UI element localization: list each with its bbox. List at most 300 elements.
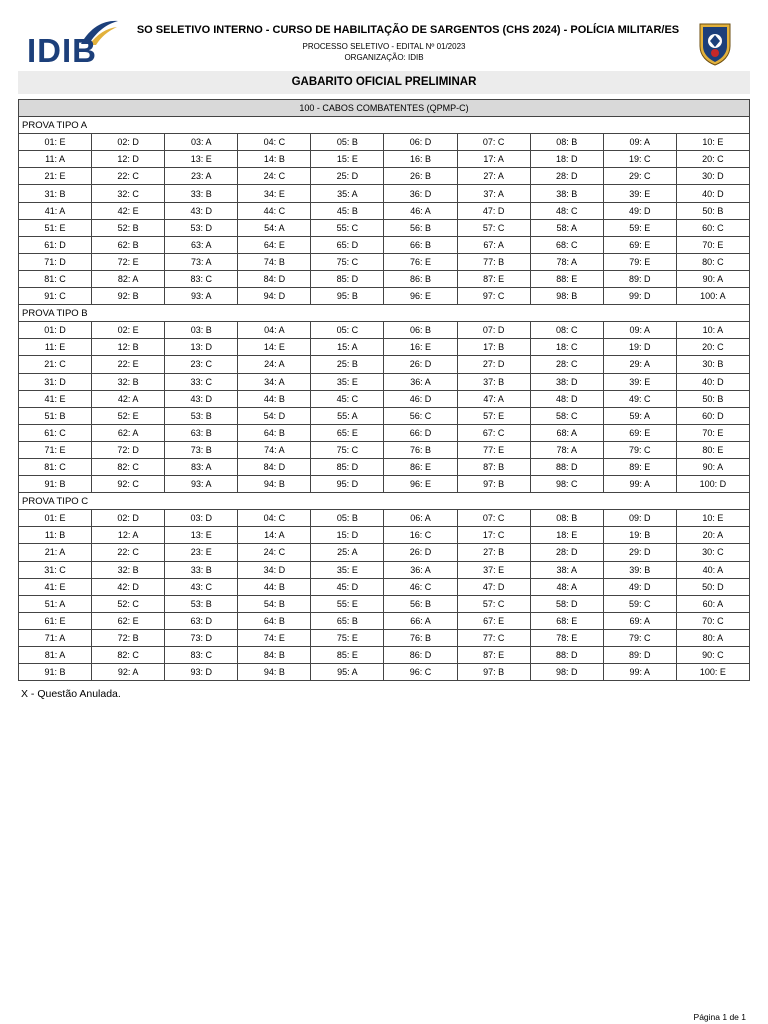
answer-cell: 84: D [238, 270, 311, 287]
answer-cell: 18: C [530, 339, 603, 356]
answer-cell: 33: B [165, 185, 238, 202]
answer-cell: 54: B [238, 595, 311, 612]
answer-cell: 06: D [384, 134, 457, 151]
answer-cell: 96: E [384, 288, 457, 305]
answer-cell: 03: D [165, 510, 238, 527]
answer-cell: 29: C [603, 168, 676, 185]
answer-cell: 67: E [457, 612, 530, 629]
organization-subtitle: ORGANIZAÇÃO: IDIB [344, 53, 424, 62]
answer-cell: 19: C [603, 151, 676, 168]
answer-cell: 22: C [92, 544, 165, 561]
answer-cell: 09: D [603, 510, 676, 527]
answer-cell: 34: E [238, 185, 311, 202]
answer-cell: 04: C [238, 134, 311, 151]
answer-cell: 85: D [311, 458, 384, 475]
answer-cell: 60: A [676, 595, 749, 612]
answer-cell: 72: D [92, 441, 165, 458]
answer-cell: 42: A [92, 390, 165, 407]
answer-cell: 02: E [92, 322, 165, 339]
section-label: PROVA TIPO B [19, 305, 750, 322]
answer-row [19, 270, 750, 287]
answer-cell: 49: D [603, 202, 676, 219]
answer-cell: 17: C [457, 527, 530, 544]
answer-row [19, 236, 750, 253]
answer-cell: 27: B [457, 544, 530, 561]
answer-cell: 46: A [384, 202, 457, 219]
answer-cell: 68: C [530, 236, 603, 253]
answer-cell: 13: E [165, 151, 238, 168]
answer-cell: 77: E [457, 441, 530, 458]
answer-cell: 70: E [676, 424, 749, 441]
answer-cell: 81: C [19, 458, 92, 475]
answer-cell: 97: B [457, 664, 530, 681]
answer-cell: 57: E [457, 407, 530, 424]
answer-cell: 17: B [457, 339, 530, 356]
answer-cell: 28: C [530, 356, 603, 373]
page-number: Página 1 de 1 [693, 1012, 746, 1022]
answer-cell: 59: C [603, 595, 676, 612]
answer-cell: 87: B [457, 458, 530, 475]
answer-cell: 53: B [165, 407, 238, 424]
answer-cell: 20: C [676, 339, 749, 356]
answer-cell: 23: C [165, 356, 238, 373]
answer-cell: 90: A [676, 458, 749, 475]
answer-cell: 90: C [676, 647, 749, 664]
answer-cell: 65: B [311, 612, 384, 629]
answer-cell: 37: A [457, 185, 530, 202]
answer-row [19, 168, 750, 185]
answer-cell: 11: B [19, 527, 92, 544]
answer-cell: 05: B [311, 134, 384, 151]
answer-cell: 75: C [311, 441, 384, 458]
answer-cell: 66: B [384, 236, 457, 253]
answer-cell: 11: E [19, 339, 92, 356]
answer-cell: 44: B [238, 390, 311, 407]
section-header-row [19, 117, 750, 134]
answer-cell: 64: B [238, 424, 311, 441]
answer-cell: 76: B [384, 441, 457, 458]
answer-cell: 100: A [676, 288, 749, 305]
answer-key-banner: GABARITO OFICIAL PRELIMINAR [18, 71, 750, 94]
answer-cell: 36: D [384, 185, 457, 202]
answer-cell: 73: B [165, 441, 238, 458]
answer-cell: 51: A [19, 595, 92, 612]
answer-cell: 23: E [165, 544, 238, 561]
answer-cell: 12: A [92, 527, 165, 544]
answer-cell: 05: B [311, 510, 384, 527]
answer-cell: 98: B [530, 288, 603, 305]
answer-cell: 68: A [530, 424, 603, 441]
answer-cell: 61: D [19, 236, 92, 253]
answer-cell: 88: E [530, 270, 603, 287]
answer-cell: 55: C [311, 219, 384, 236]
answer-cell: 68: E [530, 612, 603, 629]
answer-cell: 63: D [165, 612, 238, 629]
answer-row [19, 288, 750, 305]
answer-cell: 09: A [603, 134, 676, 151]
answer-cell: 49: D [603, 578, 676, 595]
answer-cell: 65: E [311, 424, 384, 441]
answer-row [19, 202, 750, 219]
answer-cell: 61: C [19, 424, 92, 441]
answer-cell: 93: D [165, 664, 238, 681]
answer-cell: 57: C [457, 219, 530, 236]
answer-cell: 60: C [676, 219, 749, 236]
answer-cell: 94: B [238, 664, 311, 681]
answer-row [19, 219, 750, 236]
answer-cell: 12: B [92, 339, 165, 356]
answer-cell: 83: C [165, 270, 238, 287]
answer-cell: 28: D [530, 168, 603, 185]
answer-cell: 38: B [530, 185, 603, 202]
answer-row [19, 407, 750, 424]
answer-cell: 35: E [311, 373, 384, 390]
answer-cell: 75: E [311, 629, 384, 646]
answer-row [19, 185, 750, 202]
course-row [19, 100, 750, 117]
answer-cell: 77: B [457, 253, 530, 270]
answer-cell: 51: E [19, 219, 92, 236]
answer-row [19, 134, 750, 151]
answer-cell: 78: A [530, 441, 603, 458]
answer-cell: 63: B [165, 424, 238, 441]
answer-cell: 12: D [92, 151, 165, 168]
answer-cell: 74: A [238, 441, 311, 458]
answer-cell: 82: C [92, 647, 165, 664]
answer-cell: 52: E [92, 407, 165, 424]
answer-cell: 71: A [19, 629, 92, 646]
answer-cell: 40: A [676, 561, 749, 578]
answer-cell: 42: E [92, 202, 165, 219]
answer-key-table [18, 99, 750, 681]
answer-row [19, 390, 750, 407]
answer-cell: 50: B [676, 390, 749, 407]
answer-cell: 66: D [384, 424, 457, 441]
answer-cell: 52: C [92, 595, 165, 612]
answer-cell: 52: B [92, 219, 165, 236]
answer-cell: 92: B [92, 288, 165, 305]
answer-cell: 46: C [384, 578, 457, 595]
answer-cell: 92: A [92, 664, 165, 681]
answer-cell: 24: A [238, 356, 311, 373]
answer-row [19, 578, 750, 595]
answer-cell: 93: A [165, 288, 238, 305]
answer-cell: 85: D [311, 270, 384, 287]
answer-cell: 67: A [457, 236, 530, 253]
answer-cell: 21: C [19, 356, 92, 373]
answer-cell: 43: C [165, 578, 238, 595]
answer-cell: 74: B [238, 253, 311, 270]
answer-cell: 53: B [165, 595, 238, 612]
answer-cell: 32: B [92, 561, 165, 578]
answer-cell: 14: A [238, 527, 311, 544]
answer-cell: 81: A [19, 647, 92, 664]
answer-cell: 26: D [384, 356, 457, 373]
answer-cell: 06: B [384, 322, 457, 339]
answer-cell: 73: D [165, 629, 238, 646]
answer-cell: 43: D [165, 390, 238, 407]
answer-cell: 41: A [19, 202, 92, 219]
answer-cell: 15: D [311, 527, 384, 544]
answer-cell: 16: B [384, 151, 457, 168]
answer-cell: 29: D [603, 544, 676, 561]
answer-cell: 15: A [311, 339, 384, 356]
answer-cell: 62: A [92, 424, 165, 441]
answer-cell: 47: A [457, 390, 530, 407]
answer-cell: 62: B [92, 236, 165, 253]
answer-cell: 27: A [457, 168, 530, 185]
answer-cell: 80: E [676, 441, 749, 458]
answer-cell: 40: D [676, 185, 749, 202]
answer-cell: 53: D [165, 219, 238, 236]
answer-cell: 56: B [384, 595, 457, 612]
answer-cell: 31: D [19, 373, 92, 390]
answer-cell: 21: A [19, 544, 92, 561]
answer-cell: 01: D [19, 322, 92, 339]
answer-cell: 91: B [19, 664, 92, 681]
answer-cell: 16: C [384, 527, 457, 544]
answer-cell: 61: E [19, 612, 92, 629]
answer-cell: 79: E [603, 253, 676, 270]
idib-logo [27, 18, 119, 68]
answer-cell: 32: B [92, 373, 165, 390]
answer-cell: 90: A [676, 270, 749, 287]
answer-cell: 47: D [457, 578, 530, 595]
answer-cell: 69: E [603, 236, 676, 253]
answer-cell: 64: B [238, 612, 311, 629]
answer-cell: 93: A [165, 476, 238, 493]
answer-cell: 33: B [165, 561, 238, 578]
answer-cell: 63: A [165, 236, 238, 253]
answer-cell: 96: E [384, 476, 457, 493]
answer-cell: 54: D [238, 407, 311, 424]
answer-cell: 80: A [676, 629, 749, 646]
answer-cell: 48: C [530, 202, 603, 219]
answer-cell: 75: C [311, 253, 384, 270]
answer-cell: 43: D [165, 202, 238, 219]
answer-cell: 78: A [530, 253, 603, 270]
answer-row [19, 441, 750, 458]
section-header-row [19, 493, 750, 510]
answer-row [19, 339, 750, 356]
answer-cell: 34: A [238, 373, 311, 390]
answer-cell: 86: E [384, 458, 457, 475]
answer-cell: 14: B [238, 151, 311, 168]
section-header-row [19, 305, 750, 322]
answer-cell: 56: B [384, 219, 457, 236]
answer-cell: 21: E [19, 168, 92, 185]
answer-cell: 08: B [530, 134, 603, 151]
answer-cell: 95: B [311, 288, 384, 305]
answer-cell: 27: D [457, 356, 530, 373]
answer-cell: 34: D [238, 561, 311, 578]
answer-cell: 99: A [603, 476, 676, 493]
section-label: PROVA TIPO A [19, 117, 750, 134]
answer-row [19, 561, 750, 578]
answer-cell: 69: A [603, 612, 676, 629]
answer-cell: 01: E [19, 134, 92, 151]
answer-cell: 97: C [457, 288, 530, 305]
answer-cell: 80: C [676, 253, 749, 270]
answer-cell: 46: D [384, 390, 457, 407]
answer-row [19, 510, 750, 527]
answer-cell: 72: E [92, 253, 165, 270]
answer-row [19, 595, 750, 612]
answer-cell: 71: E [19, 441, 92, 458]
answer-cell: 95: A [311, 664, 384, 681]
answer-cell: 82: A [92, 270, 165, 287]
answer-cell: 24: C [238, 544, 311, 561]
answer-cell: 38: D [530, 373, 603, 390]
answer-cell: 69: E [603, 424, 676, 441]
answer-cell: 72: B [92, 629, 165, 646]
answer-row [19, 373, 750, 390]
answer-cell: 10: E [676, 510, 749, 527]
answer-cell: 05: C [311, 322, 384, 339]
answer-cell: 70: C [676, 612, 749, 629]
answer-cell: 55: E [311, 595, 384, 612]
answer-cell: 71: D [19, 253, 92, 270]
answer-cell: 98: C [530, 476, 603, 493]
answer-cell: 30: C [676, 544, 749, 561]
answer-cell: 84: D [238, 458, 311, 475]
answer-cell: 32: C [92, 185, 165, 202]
answer-cell: 89: D [603, 647, 676, 664]
answer-cell: 10: E [676, 134, 749, 151]
answer-cell: 24: C [238, 168, 311, 185]
answer-cell: 25: D [311, 168, 384, 185]
answer-cell: 35: A [311, 185, 384, 202]
answer-cell: 83: C [165, 647, 238, 664]
answer-cell: 44: B [238, 578, 311, 595]
answer-cell: 76: E [384, 253, 457, 270]
answer-cell: 03: A [165, 134, 238, 151]
answer-cell: 99: A [603, 664, 676, 681]
answer-cell: 03: B [165, 322, 238, 339]
answer-cell: 88: D [530, 647, 603, 664]
logo-text: IDIB [27, 32, 97, 69]
answer-cell: 70: E [676, 236, 749, 253]
answer-cell: 08: C [530, 322, 603, 339]
answer-cell: 81: C [19, 270, 92, 287]
answer-cell: 36: A [384, 561, 457, 578]
answer-cell: 92: C [92, 476, 165, 493]
answer-cell: 100: E [676, 664, 749, 681]
answer-cell: 91: C [19, 288, 92, 305]
answer-cell: 59: A [603, 407, 676, 424]
answer-cell: 20: A [676, 527, 749, 544]
answer-cell: 58: A [530, 219, 603, 236]
answer-cell: 62: E [92, 612, 165, 629]
answer-cell: 73: A [165, 253, 238, 270]
answer-cell: 65: D [311, 236, 384, 253]
answer-cell: 64: E [238, 236, 311, 253]
section-label: PROVA TIPO C [19, 493, 750, 510]
answer-cell: 30: B [676, 356, 749, 373]
answer-cell: 51: B [19, 407, 92, 424]
answer-cell: 47: D [457, 202, 530, 219]
answer-cell: 17: A [457, 151, 530, 168]
answer-cell: 29: A [603, 356, 676, 373]
answer-cell: 87: E [457, 270, 530, 287]
answer-cell: 25: B [311, 356, 384, 373]
answer-cell: 89: D [603, 270, 676, 287]
answer-cell: 82: C [92, 458, 165, 475]
answer-cell: 85: E [311, 647, 384, 664]
answer-cell: 50: B [676, 202, 749, 219]
answer-row [19, 356, 750, 373]
answer-cell: 26: B [384, 168, 457, 185]
answer-cell: 83: A [165, 458, 238, 475]
answer-cell: 88: D [530, 458, 603, 475]
answer-cell: 06: A [384, 510, 457, 527]
answer-cell: 18: E [530, 527, 603, 544]
answer-cell: 79: C [603, 441, 676, 458]
answer-cell: 91: B [19, 476, 92, 493]
answer-cell: 36: A [384, 373, 457, 390]
answer-cell: 66: A [384, 612, 457, 629]
answer-cell: 49: C [603, 390, 676, 407]
answer-row [19, 629, 750, 646]
answer-row [19, 253, 750, 270]
course-name: 100 - CABOS COMBATENTES (QPMP-C) [19, 100, 750, 117]
answer-cell: 04: A [238, 322, 311, 339]
answer-cell: 58: D [530, 595, 603, 612]
answer-cell: 31: C [19, 561, 92, 578]
answer-cell: 23: A [165, 168, 238, 185]
answer-cell: 15: E [311, 151, 384, 168]
answer-cell: 20: C [676, 151, 749, 168]
answer-cell: 11: A [19, 151, 92, 168]
answer-cell: 44: C [238, 202, 311, 219]
answer-cell: 13: E [165, 527, 238, 544]
answer-row [19, 458, 750, 475]
answer-cell: 09: A [603, 322, 676, 339]
answer-cell: 08: B [530, 510, 603, 527]
answer-cell: 74: E [238, 629, 311, 646]
answer-cell: 94: B [238, 476, 311, 493]
answer-cell: 67: C [457, 424, 530, 441]
answer-cell: 22: E [92, 356, 165, 373]
answer-cell: 48: D [530, 390, 603, 407]
answer-cell: 07: D [457, 322, 530, 339]
answer-cell: 95: D [311, 476, 384, 493]
answer-cell: 41: E [19, 578, 92, 595]
answer-cell: 45: C [311, 390, 384, 407]
answer-cell: 01: E [19, 510, 92, 527]
process-subtitle: PROCESSO SELETIVO - EDITAL Nº 01/2023 [302, 42, 466, 51]
answer-cell: 22: C [92, 168, 165, 185]
answer-cell: 19: D [603, 339, 676, 356]
answer-cell: 28: D [530, 544, 603, 561]
answer-row [19, 527, 750, 544]
answer-cell: 02: D [92, 510, 165, 527]
answer-cell: 37: E [457, 561, 530, 578]
answer-cell: 13: D [165, 339, 238, 356]
answer-cell: 100: D [676, 476, 749, 493]
answer-cell: 86: D [384, 647, 457, 664]
answer-cell: 18: D [530, 151, 603, 168]
answer-cell: 50: D [676, 578, 749, 595]
answer-cell: 78: E [530, 629, 603, 646]
answer-row [19, 544, 750, 561]
answer-cell: 87: E [457, 647, 530, 664]
answer-cell: 04: C [238, 510, 311, 527]
answer-cell: 14: E [238, 339, 311, 356]
answer-cell: 79: C [603, 629, 676, 646]
answer-cell: 40: D [676, 373, 749, 390]
annulled-note: X - Questão Anulada. [21, 688, 121, 700]
